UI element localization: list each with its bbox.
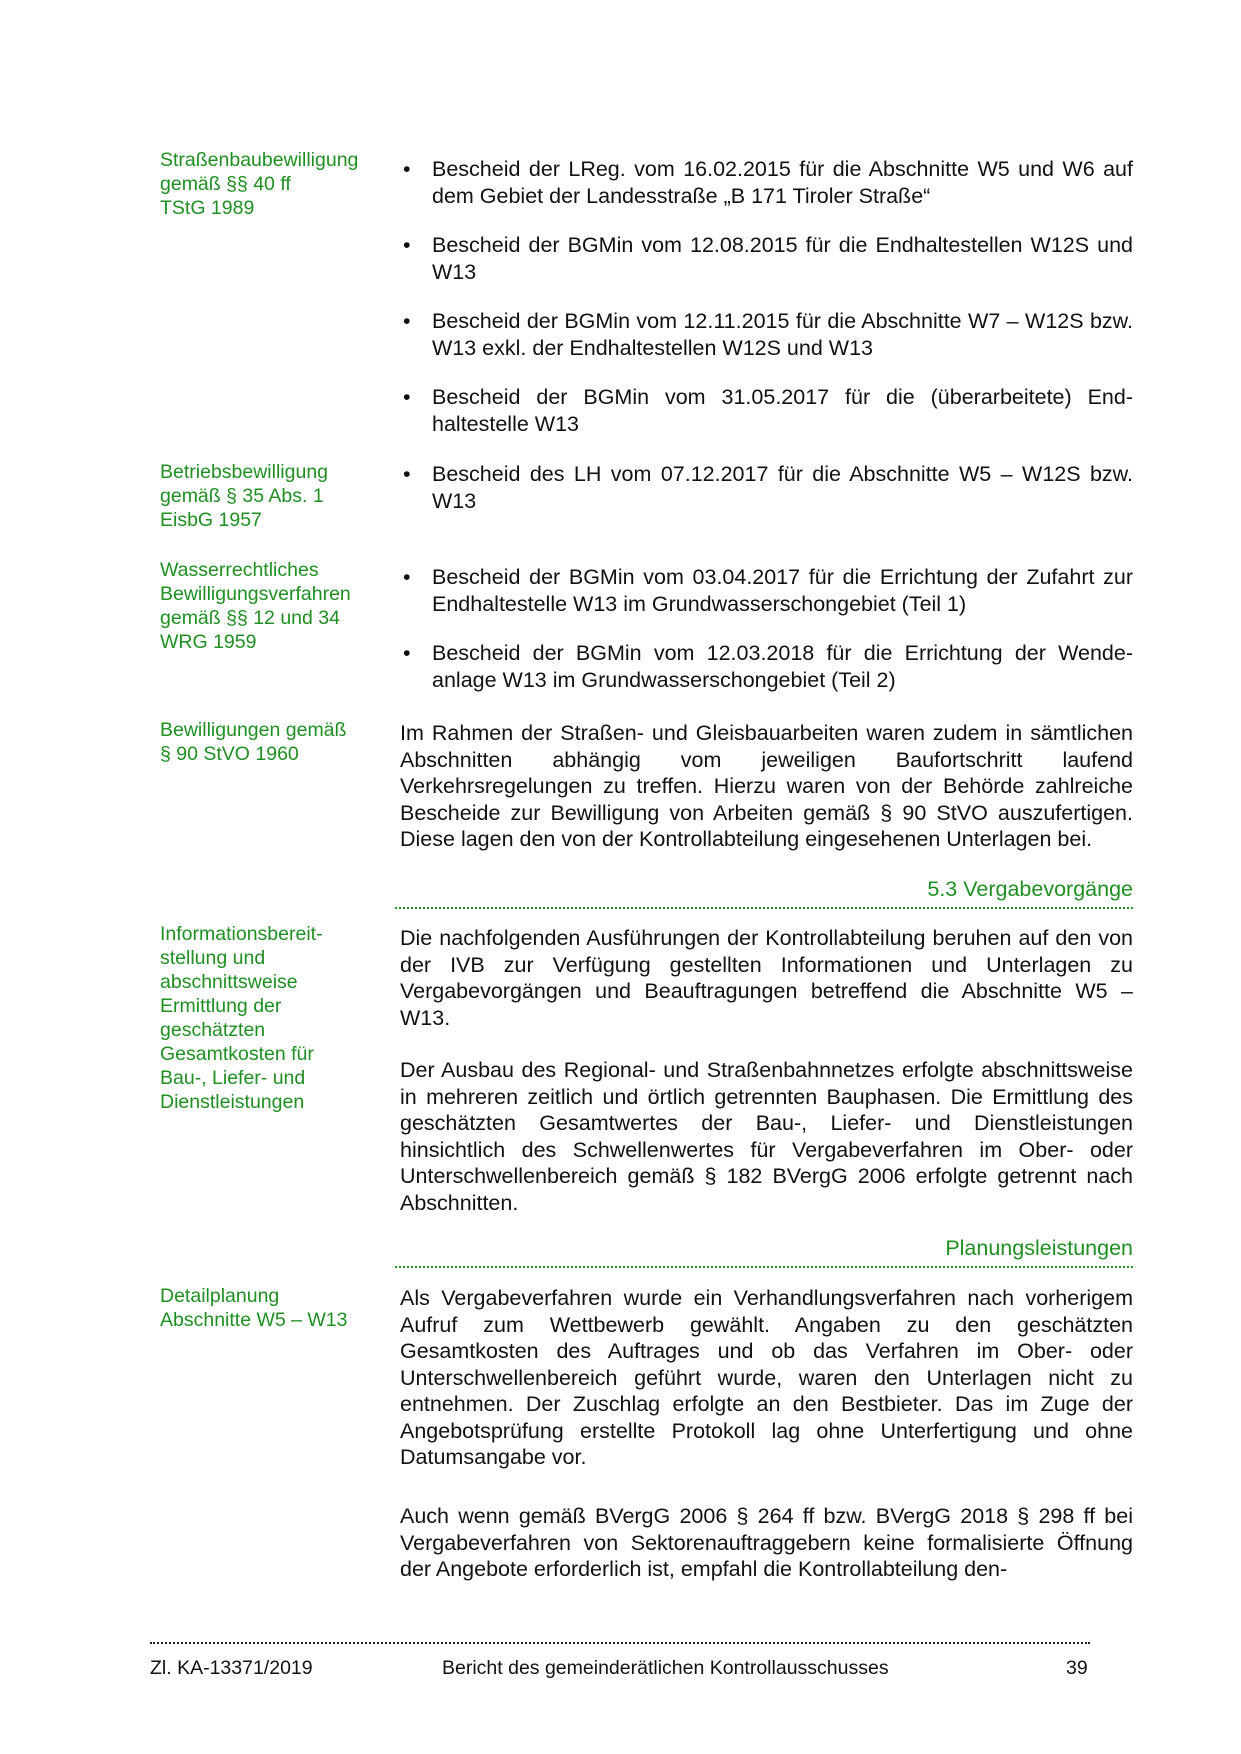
sidebar-line: geschätzten (160, 1019, 266, 1041)
sidebar-line: gemäß § 35 Abs. 1 (160, 485, 324, 507)
sidebar-label-info (160, 922, 375, 1114)
sidebar-line: Betriebsbewilligung (160, 461, 329, 483)
page-number: 39 (1066, 1657, 1088, 1679)
section-divider (395, 907, 1133, 909)
footer-reference: Zl. KA-13371/2019 (150, 1657, 313, 1679)
sidebar-line: Bewilligungsverfahren (160, 583, 351, 605)
section-heading: 5.3 Vergabevorgänge (927, 877, 1133, 901)
sidebar-line: Abschnitte W5 – W13 (160, 1309, 348, 1331)
bullet-item: • Bescheid der BGMin vom 03.04.2017 für die Errichtung der Zufahrt zur Endhaltestelle W13 im Grundwasserschongebiet (Teil 1) (400, 564, 1133, 617)
paragraph-info-2: Der Ausbau des Regional- und Straßenbahnnetzes erfolgte abschnittsweise in mehreren zeitlich und örtlich getrennten Bauphasen. Die Ermittlung des geschätzten Gesamtwertes der Bau-, Liefer- und Dienstleistungen hinsichtlich des Schwellenwertes für Vergabeverfahren im Ober- oder Unterschwellenbereich gemäß § 182 BVergG 2006 erfolgte getrennt nach Abschnitten. (400, 1058, 1133, 1215)
sidebar-line: abschnittsweise (160, 971, 298, 993)
bullet-item: • Bescheid der BGMin vom 31.05.2017 für die (überarbeitete) End-haltestelle W13 (400, 384, 1133, 437)
paragraph-detail-1: Als Vergabeverfahren wurde ein Verhandlungsverfahren nach vorherigem Aufruf zum Wettbewerb gewählt. Angaben zu den geschätzten Gesamtkosten des Auftrages und ob das Verfahren im Ober- oder Unterschwellenbereich geführt wurde, waren den Unterlagen nicht zu entnehmen. Der Zuschlag erfolgte an den Bestbieter. Das im Zuge der Angebotsprüfung erstellte Protokoll lag ohne Unterfertigung und ohne Datumsangabe vor. (400, 1286, 1133, 1469)
sidebar-line: Gesamtkosten für (160, 1043, 314, 1065)
bullet-block-betrieb (400, 461, 1133, 537)
subsection-heading: Planungsleistungen (945, 1236, 1133, 1260)
sidebar-line: Informationsbereit- (160, 923, 323, 945)
paragraph-detail-2: Auch wenn gemäß BVergG 2006 § 264 ff bzw. BVergG 2018 § 298 ff bei Vergabeverfahren von Sektorenauftraggebern keine formalisierte Öffnung der Angebote erforderlich ist, empfahl die Kontrollabteilung den- (400, 1504, 1133, 1581)
sidebar-label-strassenbau (160, 148, 375, 220)
paragraph-stvo: Im Rahmen der Straßen- und Gleisbauarbeiten waren zudem in sämtlichen Abschnitten abhängig vom jeweiligen Baufortschritt laufend Verkehrsregelungen zu treffen. Hierzu waren von der Behörde zahlreiche Bescheide zur Bewilligung von Arbeiten gemäß § 90 StVO auszufertigen. Diese lagen den von der Kontrollabteilung eingesehenen Unterlagen bei. (400, 721, 1133, 851)
paragraph-info-1: Die nachfolgenden Ausführungen der Kontrollabteilung beruhen auf den von der IVB zur Verfügung gestellten Informationen und Unterlagen zu Vergabevorgängen und Beauftragungen betreffend die Abschnitte W5 – W13. (400, 926, 1133, 1030)
subsection-divider (395, 1266, 1133, 1268)
sidebar-label-detail (160, 1284, 375, 1332)
sidebar-line: Wasserrechtliches (160, 559, 319, 581)
sidebar-line: TStG 1989 (160, 197, 255, 219)
sidebar-line: § 90 StVO 1960 (160, 743, 299, 765)
bullet-item: • Bescheid der LReg. vom 16.02.2015 für die Abschnitte W5 und W6 auf dem Gebiet der Landesstraße „B 171 Tiroler Straße“ (400, 156, 1133, 209)
sidebar-line: Ermittlung der (160, 995, 282, 1017)
sidebar-line: WRG 1959 (160, 631, 257, 653)
sidebar-line: Dienstleistungen (160, 1091, 305, 1113)
sidebar-label-stvo (160, 718, 375, 766)
bullet-item: • Bescheid der BGMin vom 12.11.2015 für die Abschnitte W7 – W12S bzw. W13 exkl. der Endhaltestellen W12S und W13 (400, 308, 1133, 361)
bullet-item: • Bescheid der BGMin vom 12.08.2015 für die Endhaltestellen W12S und W13 (400, 232, 1133, 285)
sidebar-line: EisbG 1957 (160, 509, 262, 531)
sidebar-label-betrieb (160, 460, 375, 532)
sidebar-line: gemäß §§ 40 ff (160, 173, 291, 195)
footer-title: Bericht des gemeinderätlichen Kontrollausschusses (442, 1657, 889, 1679)
sidebar-line: Straßenbaubewilligung (160, 149, 359, 171)
sidebar-line: Detailplanung (160, 1285, 280, 1307)
footer-divider (150, 1642, 1090, 1644)
bullet-block-strassenbau (400, 156, 1133, 460)
sidebar-line: Bewilligungen gemäß (160, 719, 347, 741)
bullet-item: • Bescheid des LH vom 07.12.2017 für die Abschnitte W5 – W12S bzw. W13 (400, 461, 1133, 514)
sidebar-line: gemäß §§ 12 und 34 (160, 607, 340, 629)
sidebar-label-wasser (160, 558, 375, 654)
bullet-item: • Bescheid der BGMin vom 12.03.2018 für die Errichtung der Wende-anlage W13 im Grundwasserschongebiet (Teil 2) (400, 640, 1133, 693)
bullet-block-wasser (400, 564, 1133, 716)
sidebar-line: Bau-, Liefer- und (160, 1067, 306, 1089)
sidebar-line: stellung und (160, 947, 266, 969)
